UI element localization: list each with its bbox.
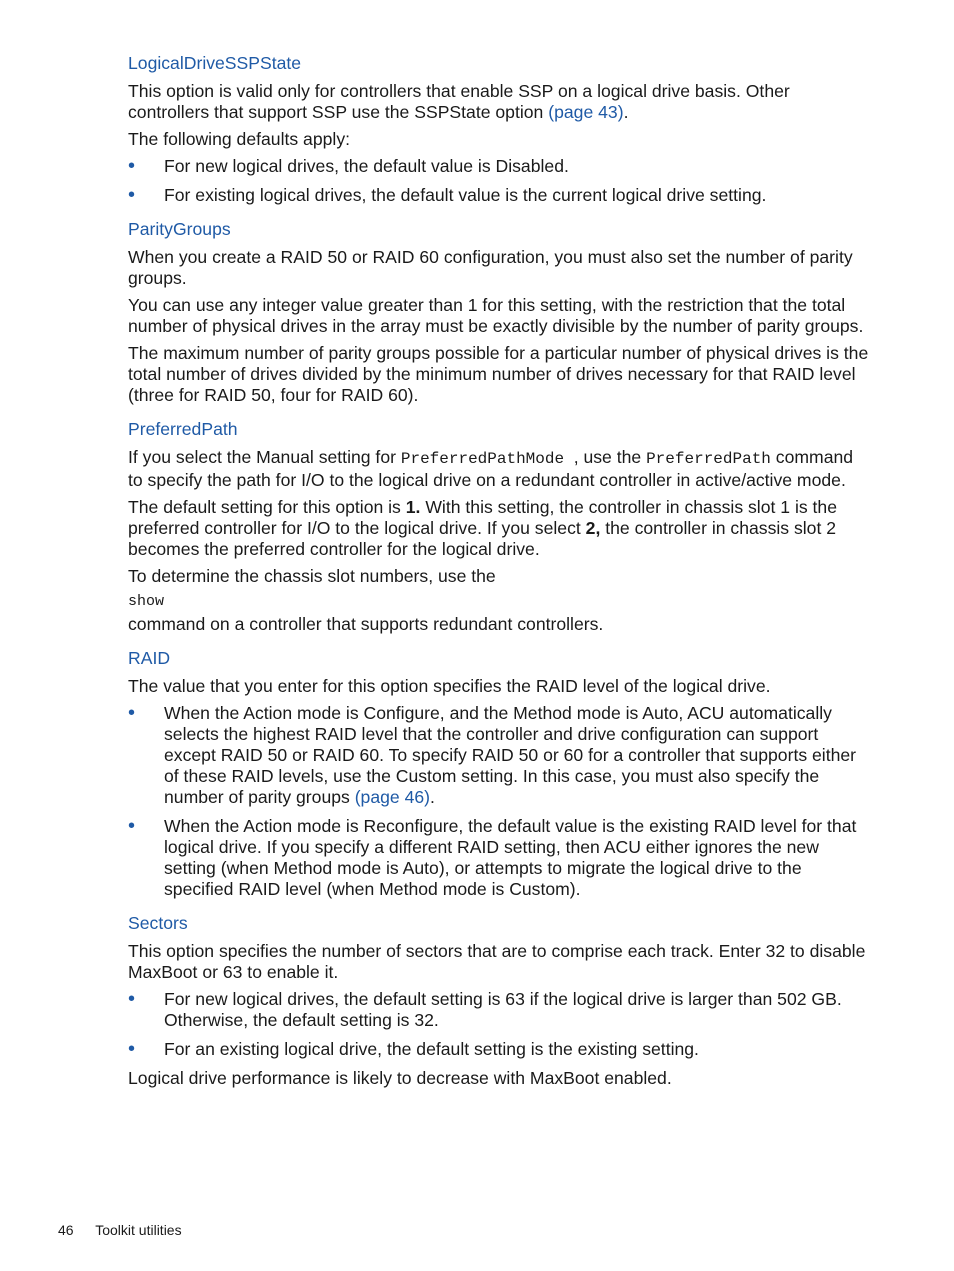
paragraph: You can use any integer value greater than 1 for this setting, with the restriction that the total number of physical drives in the array must be exactly divisible by the number of parity groups.: [128, 295, 864, 336]
paragraph: If you select the Manual setting for PreferredPathMode , use the PreferredPath command to specify the path for I/O to the logical drive on a redundant controller in active/active mode.: [128, 447, 854, 490]
section-heading: ParityGroups: [128, 219, 231, 239]
paragraph: To determine the chassis slot numbers, use the: [128, 566, 496, 586]
inline-code: PreferredPathMode: [400, 450, 574, 468]
paragraph: command on a controller that supports redundant controllers.: [128, 614, 604, 634]
paragraph: The maximum number of parity groups possible for a particular number of physical drives is the total number of drives divided by the minimum number of drives necessary for that RAID level (three for RAID 50, four for RAID 60).: [128, 343, 869, 405]
section-heading: Sectors: [128, 913, 188, 933]
paragraph: This option is valid only for controllers that enable SSP on a logical drive basis. Other controllers that support SSP use the SSPState option (page 43).: [128, 81, 790, 122]
section-heading: PreferredPath: [128, 419, 238, 439]
chapter-title: Toolkit utilities: [95, 1222, 182, 1238]
section-paritygroups: [128, 218, 870, 406]
list-item: • For new logical drives, the default value is Disabled.: [128, 156, 870, 177]
inline-code: PreferredPath: [646, 450, 771, 468]
paragraph: When you create a RAID 50 or RAID 60 configuration, you must also set the number of parity groups.: [128, 247, 853, 288]
section-heading: RAID: [128, 648, 171, 668]
section-raid: [128, 647, 870, 900]
bullet-list: [128, 703, 870, 900]
list-item: • For existing logical drives, the default value is the current logical drive setting.: [128, 185, 870, 206]
page-number: 46: [58, 1222, 74, 1238]
list-item: • For an existing logical drive, the default setting is the existing setting.: [128, 1039, 870, 1060]
section-logicaldrivesspstate: [128, 52, 870, 206]
list-item: • When the Action mode is Reconfigure, the default value is the existing RAID level for that logical drive. If you specify a different RAID setting, then ACU either ignores the new setting (when Method mode is Auto), or attempts to migrate the logical drive to the specified RAID level (when Method mode is Custom).: [128, 816, 870, 900]
section-preferredpath: [128, 418, 870, 635]
paragraph: Logical drive performance is likely to decrease with MaxBoot enabled.: [128, 1068, 672, 1088]
code-block: show: [128, 593, 165, 610]
paragraph: The default setting for this option is 1. With this setting, the controller in chassis slot 1 is the preferred controller for I/O to the logical drive. If you select 2, the controller in chassis slot 2 becomes the preferred controller for the logical drive.: [128, 497, 838, 559]
paragraph: The following defaults apply:: [128, 129, 351, 149]
bold-value: 2,: [585, 518, 601, 538]
paragraph: The value that you enter for this option specifies the RAID level of the logical drive.: [128, 676, 771, 696]
bold-value: 1.: [405, 497, 421, 517]
paragraph: This option specifies the number of sectors that are to comprise each track. Enter 32 to disable MaxBoot or 63 to enable it.: [128, 941, 866, 982]
page-footer: [58, 1222, 200, 1238]
section-heading: LogicalDriveSSPState: [128, 53, 302, 73]
section-sectors: [128, 912, 870, 1089]
bullet-list: [128, 989, 870, 1060]
page-link[interactable]: (page 46): [354, 787, 431, 807]
page-content: [128, 52, 870, 1101]
list-item: • When the Action mode is Configure, and the Method mode is Auto, ACU automatically selects the highest RAID level that the controller and drive configuration can support except RAID 50 or RAID 60. To specify RAID 50 or 60 for a controller that supports either of these RAID levels, use the Custom setting. In this case, you must also specify the number of parity groups (page 46).: [128, 703, 870, 808]
list-item: • For new logical drives, the default setting is 63 if the logical drive is larger than 502 GB. Otherwise, the default setting is 32.: [128, 989, 870, 1031]
bullet-list: [128, 156, 870, 206]
page-link[interactable]: (page 43): [548, 102, 624, 122]
